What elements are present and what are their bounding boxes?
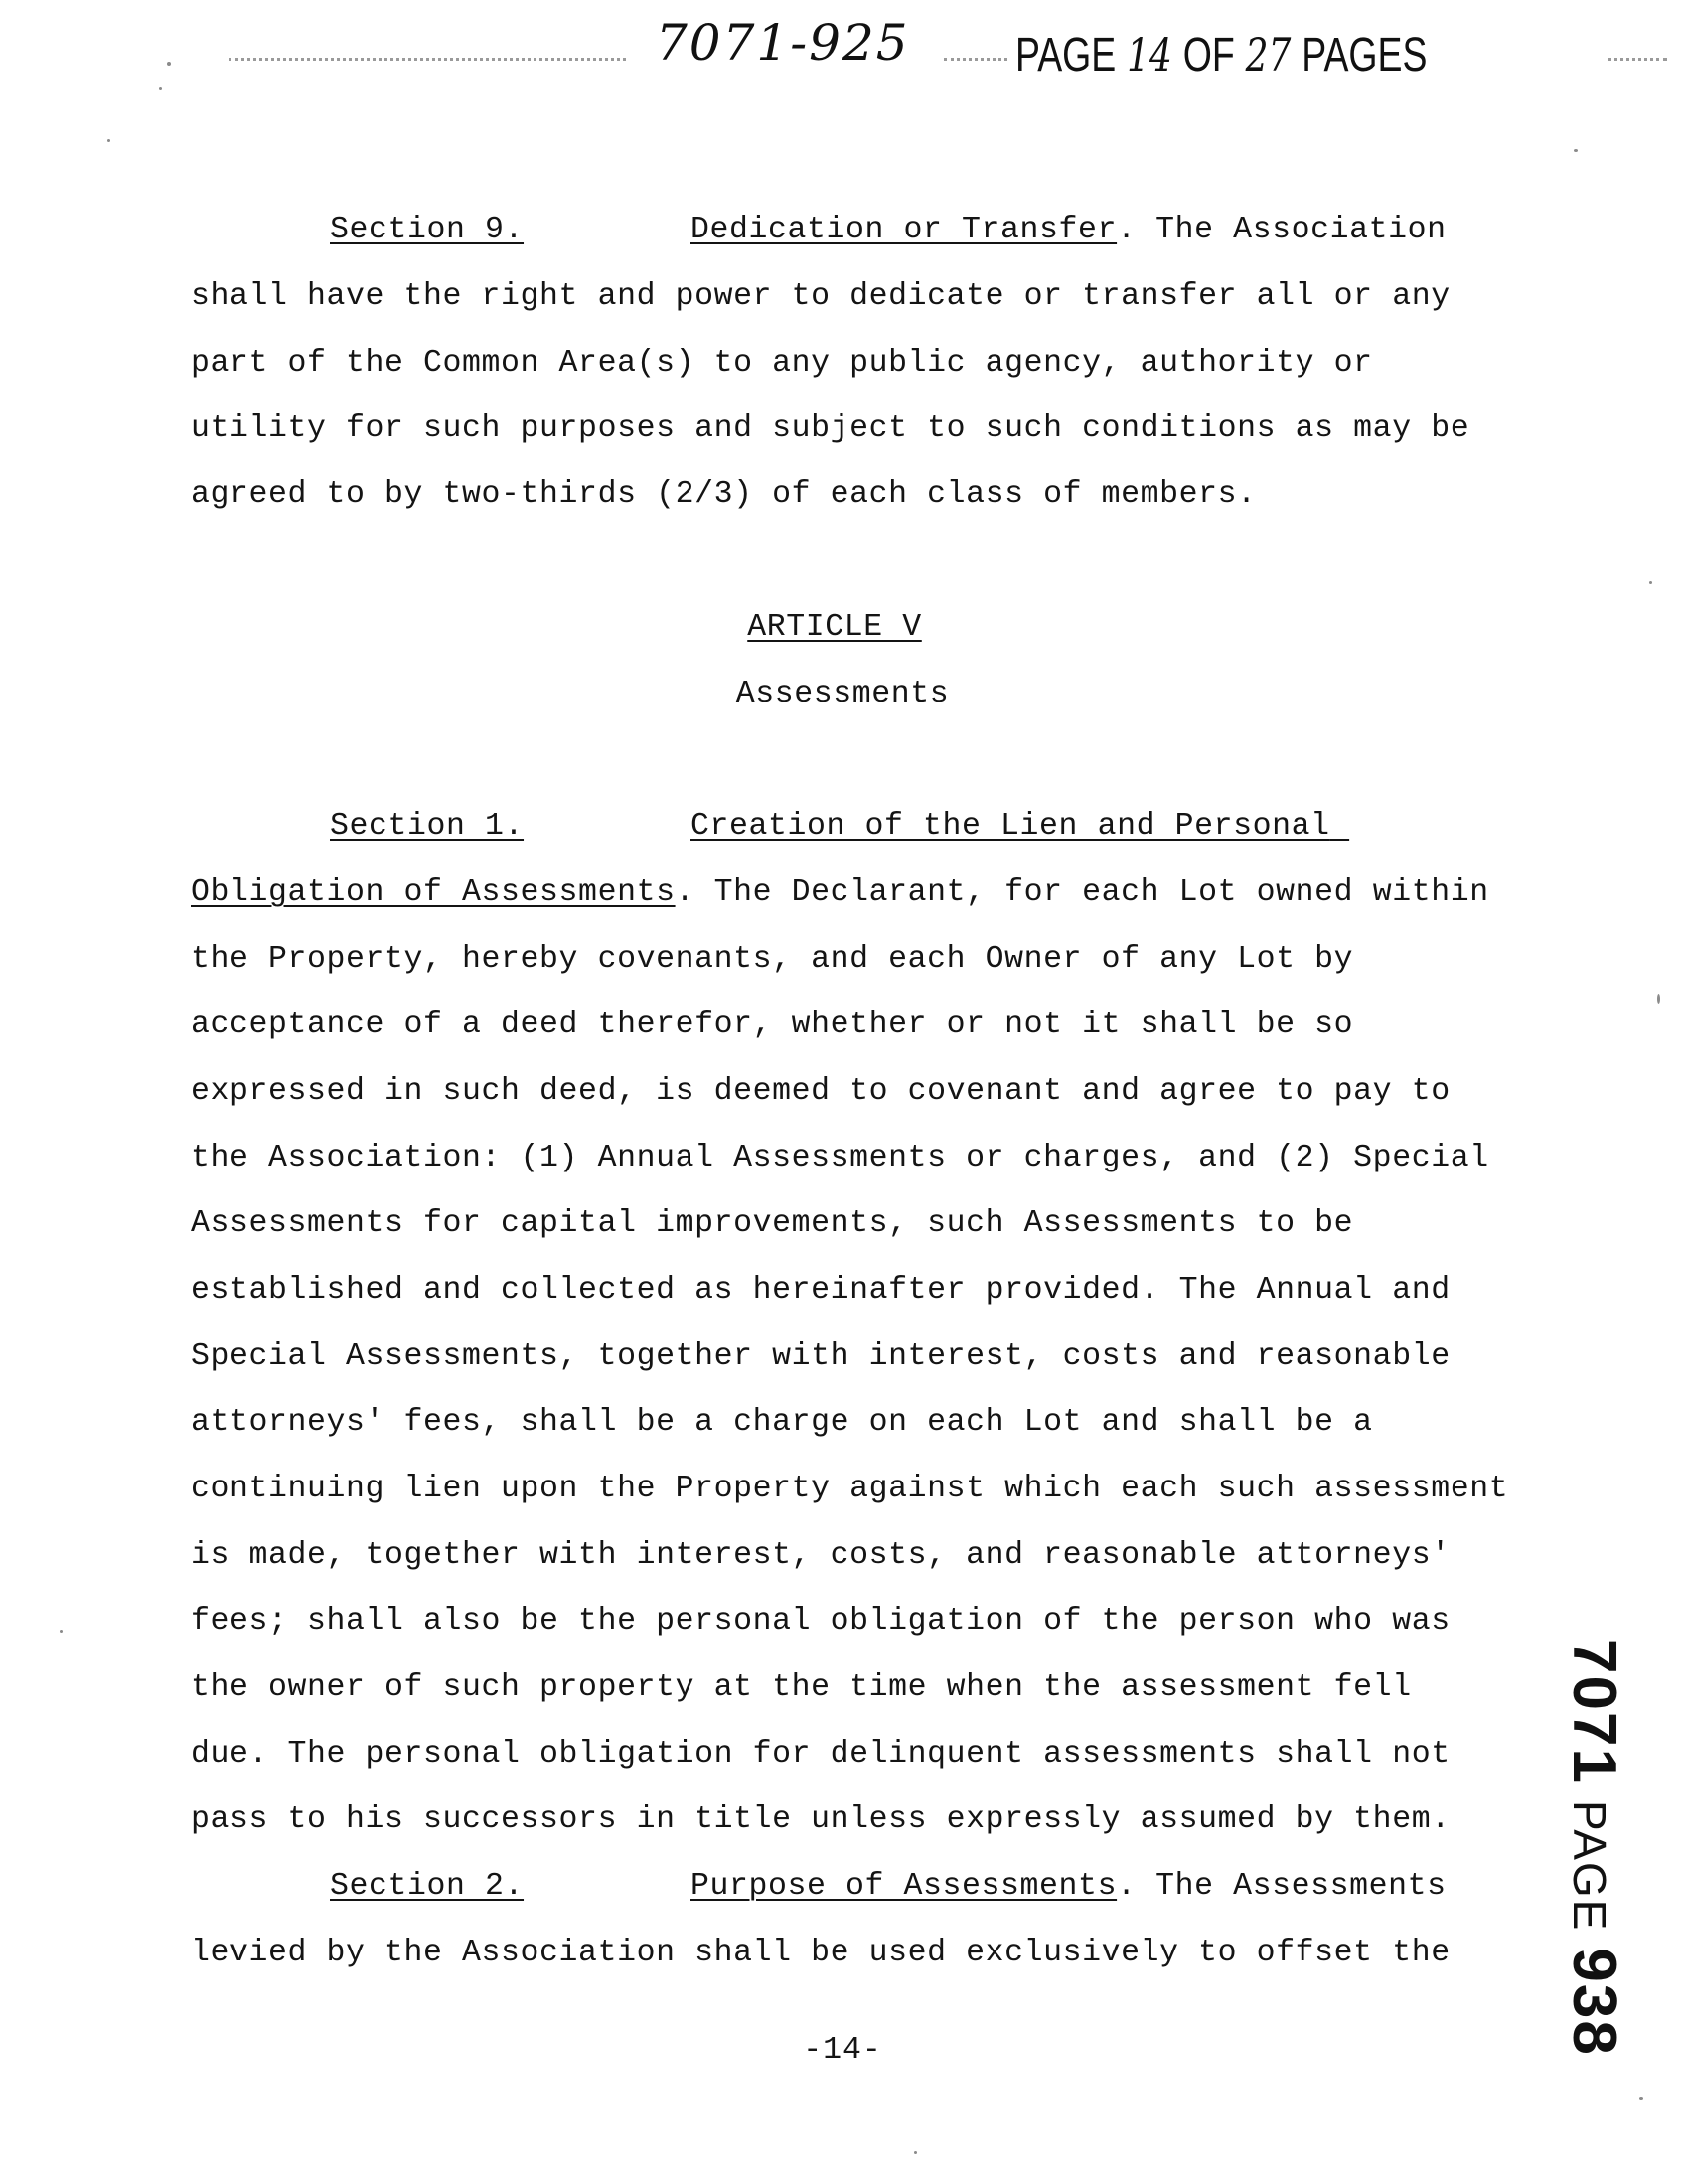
pages-word: PAGES: [1302, 29, 1428, 81]
recording-page: 938: [1560, 1948, 1628, 2057]
page-total: 27: [1245, 28, 1292, 81]
section-2-title: Purpose of Assessments: [690, 1869, 1118, 1904]
section-1-line: pass to his successors in title unless expressly assumed by them.: [191, 1802, 1451, 1837]
section-1-title-part2: Obligation of Assessments: [191, 875, 676, 910]
header-rule-right: [1608, 58, 1667, 61]
header-rule-middle: [944, 58, 1007, 61]
recording-book: 7071: [1560, 1639, 1628, 1785]
page-count-stamp: [1015, 28, 1428, 82]
section-9-heading-line: [191, 211, 1572, 250]
section-2-label: Section 2.: [330, 1869, 525, 1904]
scan-speck: [1649, 581, 1652, 584]
section-1-line: acceptance of a deed therefor, whether or not it shall be so: [191, 1008, 1354, 1042]
article-subheading: Assessments: [735, 677, 950, 711]
scan-speck: [107, 139, 110, 142]
section-9-label: Section 9.: [330, 213, 525, 247]
recording-stamp: [1559, 1639, 1629, 2057]
header-rule-left: [229, 58, 626, 61]
page-number: -14-: [803, 2033, 882, 2068]
section-1-title-part1: Creation of the Lien and Personal: [690, 809, 1330, 844]
section-9-line: shall have the right and power to dedicate or transfer all or any: [191, 279, 1451, 314]
of-word: OF: [1182, 29, 1235, 81]
section-1-line: Assessments for capital improvements, such Assessments to be: [191, 1206, 1354, 1241]
section-1-line: continuing lien upon the Property against which each such assessment: [191, 1472, 1509, 1506]
scan-speck: [1574, 149, 1578, 152]
scan-speck: [60, 1630, 63, 1633]
scan-speck: [1639, 2097, 1643, 2100]
section-1-line: expressed in such deed, is deemed to covenant and agree to pay to: [191, 1074, 1451, 1109]
section-1-line-0: . The Declarant, for each Lot owned within: [675, 875, 1489, 910]
section-2-heading-line: [191, 1867, 1572, 1907]
section-9-line: part of the Common Area(s) to any public agency, authority or: [191, 346, 1373, 381]
section-2-line-0: . The Assessments: [1117, 1869, 1447, 1904]
section-1-title-line: [191, 873, 1572, 913]
section-1-heading-line: [191, 807, 1572, 847]
scan-speck: [914, 2151, 917, 2154]
section-9-line-0: . The Association: [1117, 213, 1447, 247]
section-1-line: established and collected as hereinafter provided. The Annual and: [191, 1273, 1451, 1308]
document-number: 7071-925: [656, 14, 910, 72]
section-1-line: due. The personal obligation for delinquent assessments shall not: [191, 1737, 1451, 1772]
page-current: 14: [1127, 28, 1172, 81]
section-1-line: the Association: (1) Annual Assessments or charges, and (2) Special: [191, 1141, 1489, 1175]
article-heading: ARTICLE V: [747, 610, 922, 645]
section-1-label: Section 1.: [330, 809, 525, 844]
section-9-line: agreed to by two-thirds (2/3) of each class of members.: [191, 477, 1257, 512]
section-2-line: levied by the Association shall be used exclusively to offset the: [191, 1936, 1451, 1970]
section-1-line: the Property, hereby covenants, and each Owner of any Lot by: [191, 942, 1354, 977]
section-1-line: attorneys' fees, shall be a charge on each Lot and shall be a: [191, 1405, 1373, 1440]
section-1-line: the owner of such property at the time when the assessment fell: [191, 1670, 1412, 1705]
section-1-line: is made, together with interest, costs, and reasonable attorneys': [191, 1538, 1451, 1573]
scan-speck: [159, 87, 162, 90]
recording-page-word: PAGE: [1564, 1799, 1616, 1933]
section-1-line: Special Assessments, together with interest, costs and reasonable: [191, 1339, 1451, 1374]
section-9-line: utility for such purposes and subject to such conditions as may be: [191, 411, 1470, 446]
scan-speck: [167, 62, 171, 66]
section-9-title: Dedication or Transfer: [690, 213, 1118, 247]
scan-speck: [1657, 994, 1660, 1004]
page-word: PAGE: [1015, 29, 1117, 81]
section-1-line: fees; shall also be the personal obligation of the person who was: [191, 1604, 1451, 1638]
